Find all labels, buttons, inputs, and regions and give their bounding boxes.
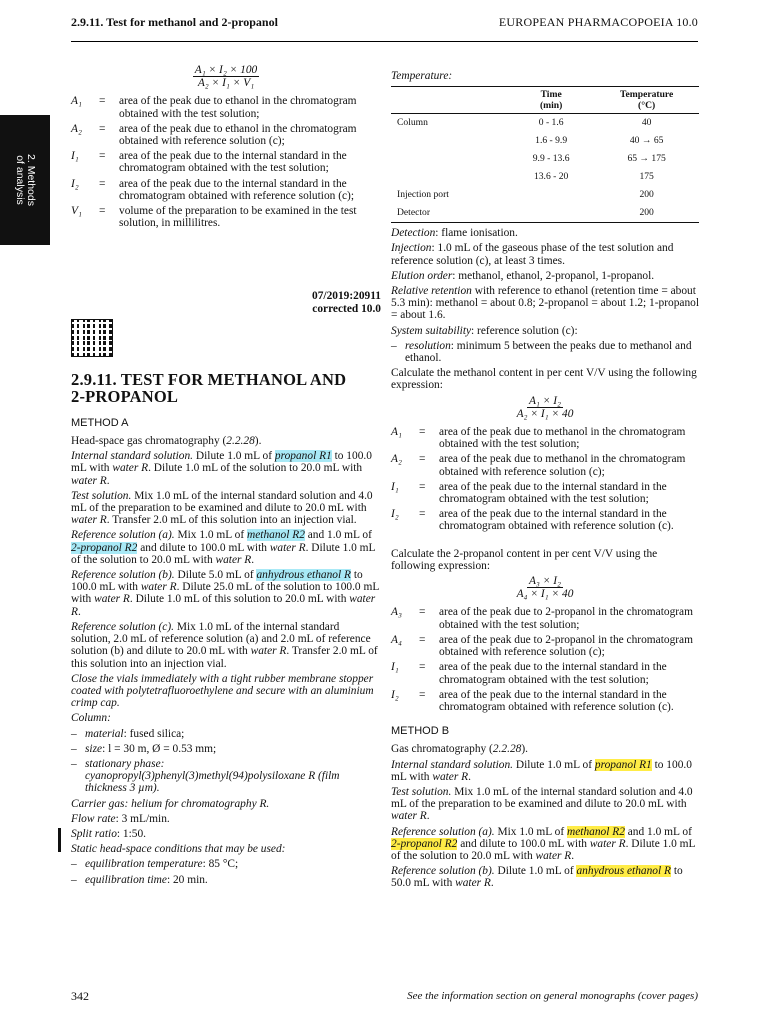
system-suitability-line: System suitability: reference solution (c):: [391, 324, 578, 337]
def-text: area of the peak due to the internal standard in the chromatogram obtained with the test solution;: [119, 150, 347, 175]
b-test-solution-paragraph: Test solution. Mix 1.0 mL of the internal standard solution and 4.0 mL of the preparation to be examined and dilute to 20.0 mL with water R.: [391, 785, 693, 823]
reference-solution-a-paragraph: Reference solution (a). Mix 1.0 mL of methanol R2 and 1.0 mL of 2-propanol R2 and dilute to 100.0 mL with water R. Dilute 1.0 mL of the solution to 20.0 mL with water R.: [71, 529, 376, 566]
method-a-heading: METHOD A: [71, 416, 129, 429]
ethanol-formula: [71, 64, 381, 89]
definition-row: A₄ = area of the peak due to 2-propanol in the chromatogram obtained with reference solution (c);: [391, 633, 693, 659]
headspace-item: – equilibration temperature: 85 °C;: [71, 858, 239, 871]
headspace-paragraph: Head-space gas chromatography (2.2.28).: [71, 435, 262, 448]
table-row: Injection port 200: [397, 189, 654, 201]
reagent-link[interactable]: 2-propanol R2: [391, 837, 458, 850]
reagent-link[interactable]: propanol R1: [594, 758, 652, 771]
definition-row: I₁ = area of the peak due to the internal standard in the chromatogram obtained with the test solution;: [391, 480, 667, 506]
reagent-link[interactable]: propanol R1: [274, 450, 332, 463]
propanol-definitions: [391, 606, 699, 713]
section-side-tab: [0, 115, 50, 245]
formula-numerator: A₃ × I₂: [528, 575, 562, 588]
elution-order-line: Elution order: methanol, ethanol, 2-propanol, 1-propanol.: [391, 269, 655, 282]
def-text: area of the peak due to ethanol in the chromatogram obtained with the test solution;: [119, 95, 357, 120]
propanol-calc-paragraph: Calculate the 2-propanol content in per cent V/V using the following expression:: [391, 547, 658, 572]
carrier-gas: Carrier gas: helium for chromatography R.: [71, 797, 270, 810]
def-equals: =: [99, 177, 106, 190]
monograph-reference-id: 07/2019:20911: [312, 290, 381, 303]
reference-solution-c-paragraph: Reference solution (c). Mix 1.0 mL of the internal standard solution, 2.0 mL of reference solution (a) and 2.0 mL of reference solution (b) and dilute to 20.0 mL with water R. Transfer 2.0 mL of this solution into an injection vial.: [71, 620, 378, 670]
column-item: – material: fused silica;: [71, 727, 185, 740]
formula-numerator: A₁ × I₂: [528, 394, 562, 407]
definition-row: [71, 205, 381, 229]
definition-row: [71, 95, 381, 119]
methanol-calc-paragraph: Calculate the methanol content in per cent V/V using the following expression:: [391, 367, 697, 392]
table-header: [391, 87, 508, 114]
table-row: 9.9 - 13.6 65 → 175: [532, 153, 666, 165]
def-symbol: I₂: [71, 177, 79, 190]
formula-numerator: A₁ × I₂ × 100: [194, 64, 258, 76]
headspace-item: – equilibration time: 20 min.: [71, 873, 208, 886]
def-text: volume of the preparation to be examined in the test solution, in millilitres.: [119, 205, 357, 230]
side-tab-line2: of analysis: [14, 155, 26, 205]
def-symbol: V₁: [71, 205, 82, 218]
temperature-label: Temperature:: [391, 70, 453, 82]
temperature-table: [391, 86, 699, 223]
methanol-definitions: [391, 426, 699, 533]
reference-solution-b-paragraph: Reference solution (b). Dilute 5.0 mL of anhydrous ethanol R to 100.0 mL with water R. Dilute 25.0 mL of the solution to 100.0 mL with water R. Dilute 1.0 mL of this solution to 20.0 mL with water R.: [71, 569, 379, 618]
heading-line2: 2-PROPANOL: [71, 386, 179, 406]
qr-code-icon: [71, 319, 113, 357]
test-solution-paragraph: Test solution. Mix 1.0 mL of the internal standard solution and 4.0 mL of the preparation to be examined and dilute to 20.0 mL with water R. Transfer 2.0 mL of this solution into an injection vial.: [71, 489, 373, 527]
split-ratio: Split ratio: 1:50.: [71, 827, 147, 840]
def-symbol: I₁: [71, 150, 79, 163]
definition-row: [71, 150, 381, 174]
header-rule: [71, 41, 698, 42]
b-internal-standard-paragraph: Internal standard solution. Dilute 1.0 mL of propanol R1 to 100.0 mL with water R.: [391, 758, 692, 783]
table-row: 13.6 - 20 175: [533, 171, 654, 183]
detection-line: Detection: flame ionisation.: [391, 227, 518, 240]
close-vials-paragraph: Close the vials immediately with a tight rubber membrane stopper coated with polytetrafluoroethylene and secure with an aluminium crimp cap.: [71, 672, 374, 710]
column-item: – size: l = 30 m, Ø = 0.53 mm;: [71, 742, 217, 755]
column-item: – stationary phase: cyanopropyl(3)phenyl(3)methyl(94)polysiloxane R (film thickness 3 µm).: [71, 757, 340, 795]
propanol-formula: [391, 575, 699, 600]
definition-row: A₃ = area of the peak due to 2-propanol in the chromatogram obtained with the test solution;: [391, 606, 693, 631]
def-equals: =: [99, 150, 106, 163]
def-text: area of the peak due to the internal standard in the chromatogram obtained with reference solution (c);: [119, 177, 354, 202]
definition-row: I₂ = area of the peak due to the internal standard in the chromatogram obtained with reference solution (c).: [391, 508, 674, 533]
table-header: Time (min): [508, 87, 594, 114]
formula-denominator: A₂ × I₁ × V₁: [197, 77, 255, 90]
change-bar: [58, 828, 61, 852]
left-column: [71, 64, 381, 889]
def-equals: =: [99, 122, 106, 135]
reagent-link[interactable]: 2-propanol R2: [71, 541, 138, 554]
definition-row: [71, 178, 381, 202]
static-headspace-label: Static head-space conditions that may be used:: [71, 843, 286, 856]
reagent-link[interactable]: methanol R2: [567, 825, 625, 838]
injection-line: Injection: 1.0 mL of the gaseous phase of the test solution and reference solution (c), at least 3 times.: [391, 242, 674, 267]
def-text: area of the peak due to ethanol in the chromatogram obtained with reference solution (c);: [119, 122, 357, 148]
ethanol-definitions: [71, 95, 381, 229]
cross-reference-link[interactable]: 2.2.28: [226, 435, 255, 448]
methanol-formula: [391, 395, 699, 420]
side-tab-line1: 2. Methods: [25, 154, 37, 206]
formula-denominator: A₄ × I₁ × 40: [516, 588, 574, 601]
table-row: Detector 200: [391, 204, 699, 223]
monograph-correction: corrected 10.0: [312, 302, 381, 315]
def-equals: =: [99, 205, 106, 218]
footer-note: See the information section on general monographs (cover pages): [407, 990, 698, 1002]
column-label: Column:: [71, 712, 111, 725]
b-reference-solution-a-paragraph: Reference solution (a). Mix 1.0 mL of methanol R2 and 1.0 mL of 2-propanol R2 and dilute to 100.0 mL with water R. Dilute 1.0 mL of the solution to 20.0 mL with water R.: [391, 825, 696, 862]
definition-row: A₂ = area of the peak due to methanol in the chromatogram obtained with reference solution (c);: [391, 453, 686, 478]
page-number: 342: [71, 989, 89, 1003]
right-column: [391, 70, 699, 893]
internal-standard-paragraph: Internal standard solution. Dilute 1.0 mL of propanol R1 to 100.0 mL with water R. Dilute 1.0 mL of the solution to 20.0 mL with water R.: [71, 450, 372, 487]
def-equals: =: [99, 95, 106, 108]
definition-row: I₁ = area of the peak due to the internal standard in the chromatogram obtained with the test solution;: [391, 661, 667, 686]
table-row: Column 0 - 1.6 40: [397, 117, 652, 129]
definition-row: I₂ = area of the peak due to the internal standard in the chromatogram obtained with reference solution (c).: [391, 688, 674, 713]
resolution-item: – resolution: minimum 5 between the peaks due to methanol and ethanol.: [391, 339, 692, 365]
running-header-title: 2.9.11. Test for methanol and 2-propanol: [71, 15, 278, 29]
reagent-link[interactable]: anhydrous ethanol R: [256, 569, 351, 582]
formula-denominator: A₂ × I₁ × 40: [516, 407, 574, 420]
heading-line1: 2.9.11. TEST FOR METHANOL AND: [71, 369, 347, 389]
b-reference-solution-b-paragraph: Reference solution (b). Dilute 1.0 mL of anhydrous ethanol R to 50.0 mL with water R.: [391, 865, 683, 890]
def-symbol: A₁: [71, 95, 82, 108]
reagent-link[interactable]: methanol R2: [247, 529, 305, 542]
running-header-publication: EUROPEAN PHARMACOPOEIA 10.0: [498, 15, 698, 29]
cross-reference-link[interactable]: 2.2.28: [492, 743, 522, 756]
flow-rate: Flow rate: 3 mL/min.: [71, 812, 170, 825]
gas-chromatography-paragraph: Gas chromatography (2.2.28).: [391, 743, 528, 756]
table-header: Temperature (°C): [594, 87, 699, 114]
reagent-link[interactable]: anhydrous ethanol R: [576, 865, 671, 878]
definition-row: [71, 123, 381, 147]
definition-row: A₁ = area of the peak due to methanol in the chromatogram obtained with the test solution;: [391, 426, 686, 451]
table-row: 1.6 - 9.9 40 → 65: [535, 135, 664, 147]
def-symbol: A₂: [71, 122, 82, 135]
section-heading: [71, 371, 381, 405]
relative-retention-line: Relative retention with reference to ethanol (retention time = about 5.3 min): methanol = about 0.8; 2-propanol = about 1.2; 1-propanol = about 1.6.: [391, 285, 700, 322]
method-b-heading: METHOD B: [391, 725, 450, 738]
